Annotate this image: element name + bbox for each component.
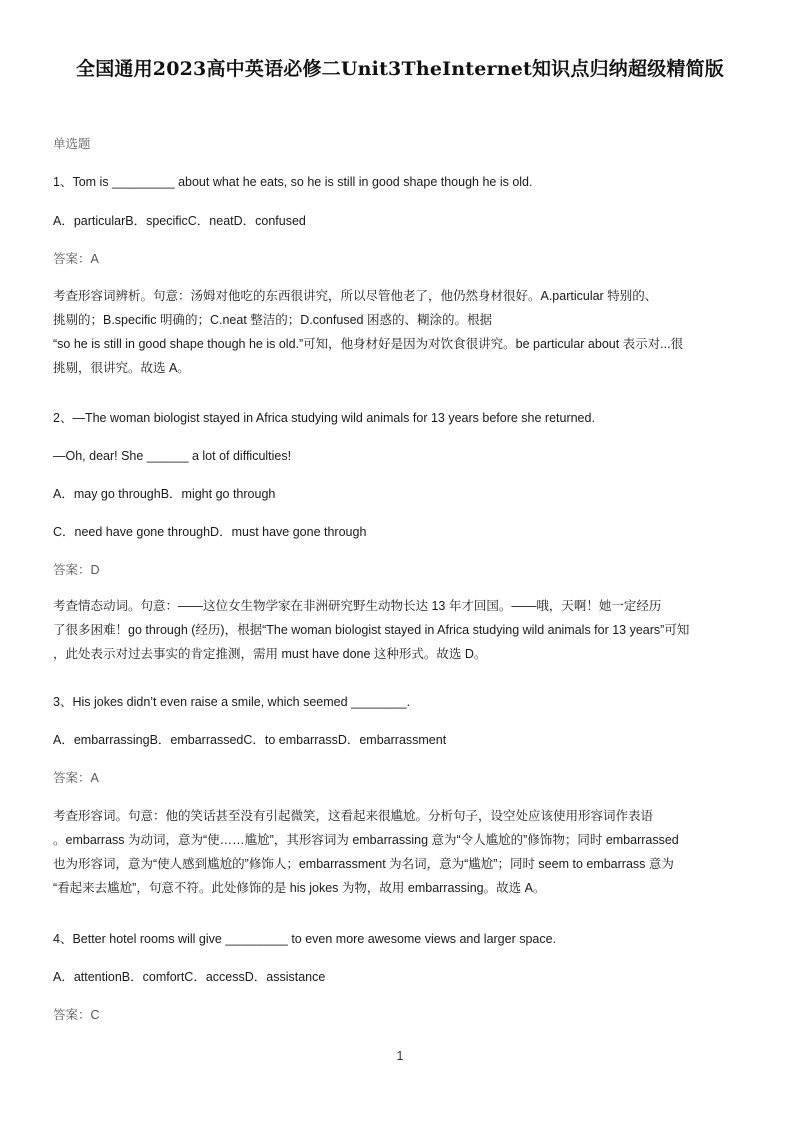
question-1-stem: 1、Tom is _________ about what he eats, so he is still in good shape though he is old. — [53, 175, 533, 189]
question-1-answer: 答案：A — [53, 252, 99, 266]
explanation-line: “看起来去尴尬”，句意不符。此处修饰的是 his jokes 为物，故用 embarrassing。故选 A。 — [53, 881, 546, 895]
question-2-answer: 答案：D — [53, 563, 100, 577]
section-heading: 单选题 — [53, 137, 91, 151]
explanation-line: 挑剔，很讲究。故选 A。 — [53, 361, 190, 375]
explanation-line: 了很多困难！go through (经历)，根据“The woman biologist stayed in Africa studying wild animals for 13 years”可知 — [53, 623, 690, 637]
explanation-line: 。embarrass 为动词，意为“使……尴尬”，其形容词为 embarrassing 意为“令人尴尬的”修饰物；同时 embarrassed — [53, 833, 679, 847]
question-3-options: A．embarrassingB．embarrassedC．to embarrassD．embarrassment — [53, 733, 447, 747]
question-1-explanation — [53, 284, 753, 380]
question-1-options: A．particularB．specificC．neatD．confused — [53, 214, 306, 228]
explanation-line: ，此处表示对过去事实的肯定推测，需用 must have done 这种形式。故选 D。 — [53, 647, 487, 661]
question-3-stem: 3、His jokes didn’t even raise a smile, which seemed ________. — [53, 695, 411, 709]
explanation-line: 也为形容词，意为“使人感到尴尬的”修饰人；embarrassment 为名词，意为“尴尬”；同时 seem to embarrass 意为 — [53, 857, 674, 871]
document-title: 全国通用2023高中英语必修二Unit3TheInternet知识点归纳超级精简版 — [76, 58, 724, 80]
question-4-options: A．attentionB．comfortC．accessD．assistance — [53, 970, 326, 984]
question-2-options-cd: C．need have gone throughD．must have gone through — [53, 525, 367, 539]
explanation-line: 考查情态动词。句意：——这位女生物学家在非洲研究野生动物长达 13 年才回国。——哦，天啊！她一定经历 — [53, 599, 662, 613]
explanation-line: 考查形容词。句意：他的笑话甚至没有引起微笑，这看起来很尴尬。分析句子，设空处应该使用形容词作表语 — [53, 809, 654, 823]
question-2-options-ab: A．may go throughB．might go through — [53, 487, 276, 501]
question-3-answer: 答案：A — [53, 771, 99, 785]
explanation-line: “so he is still in good shape though he is old.”可知，他身材好是因为对饮食很讲究。be particular about 表示对...很 — [53, 337, 684, 351]
explanation-line: 挑剔的；B.specific 明确的；C.neat 整洁的；D.confused 困惑的、糊涂的。根据 — [53, 313, 492, 327]
question-2-explanation — [53, 594, 753, 666]
question-4-stem: 4、Better hotel rooms will give _________ to even more awesome views and larger space. — [53, 932, 557, 946]
page-number: 1 — [396, 1049, 404, 1063]
question-4-answer: 答案：C — [53, 1008, 100, 1022]
question-2-stem: 2、—The woman biologist stayed in Africa studying wild animals for 13 years before she returned. — [53, 411, 595, 425]
question-2-reply: —Oh, dear! She ______ a lot of difficulties! — [53, 449, 292, 463]
explanation-line: 考查形容词辨析。句意：汤姆对他吃的东西很讲究，所以尽管他老了，他仍然身材很好。A.particular 特别的、 — [53, 289, 658, 303]
question-3-explanation — [53, 804, 753, 900]
